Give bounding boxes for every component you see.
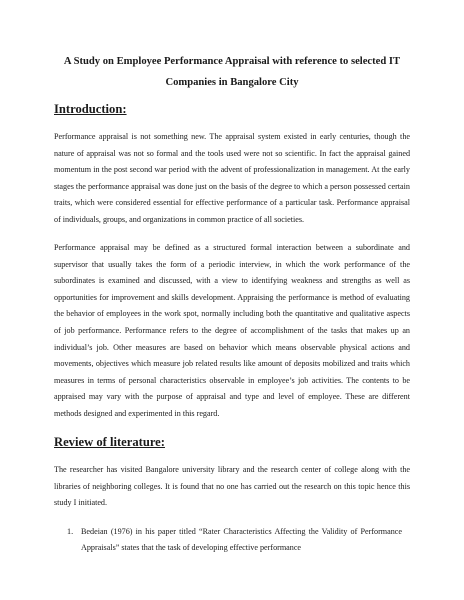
introduction-heading: Introduction: [54,102,127,116]
document-title [54,51,410,93]
introduction-paragraph-1: Performance appraisal is not something new. The appraisal system existed in early centuries, though the nature of appraisal was not so formal and the tools used were not so scientific. In fact the appraisal gained momentum in the post second war period with the advent of professionalization in management. At the early stages the performance appraisal was done just on the basis of the degree to which a person possessed certain traits, which were considered essential for effective performance of a particular task. Performance appraisal of individuals, groups, and organizations in common practice of all societies. [54,132,410,224]
review-paragraph: The researcher has visited Bangalore university library and the research center of college along with the libraries of neighboring colleges. It is found that no one has carried out the research on this topic hence this study I initiated. [54,465,410,508]
introduction-paragraph-2: Performance appraisal may be defined as a structured formal interaction between a subordinate and supervisor that usually takes the form of a periodic interview, in which the work performance of the subordinates is examined and discussed, with a view to identifying weakness and strengths as well as opportunities for improvement and skills development. Appraising the performance is method of evaluating the behavior of employees in the work spot, normally including both the quantitative and qualitative aspects of job performance. Performance refers to the degree of accomplishment of the tasks that makes up an individual’s job. Other measures are based on behavior which means observable physical actions and movements, objectives which measure job related results like amount of deposits mobilized and traits which measures in terms of personal characteristics observable in employee’s job activities. The contents to be appraised may vary with the purpose of appraisal and type and level of employee. These are different methods designed and experimented in this regard. [54,243,410,418]
list-item-marker: 1. [67,526,74,536]
review-list [54,524,410,557]
review-heading: Review of literature: [54,435,165,450]
title-line-2: Companies in Bangalore City [165,77,299,88]
title-line-1: A Study on Employee Performance Appraisal with reference to selected IT [63,56,401,67]
list-item [54,524,410,557]
list-item-text: Bedeian (1976) in his paper titled “Rater Characteristics Affecting the Validity of Performance Appraisals” states that the task of developing effective performance [81,526,402,553]
